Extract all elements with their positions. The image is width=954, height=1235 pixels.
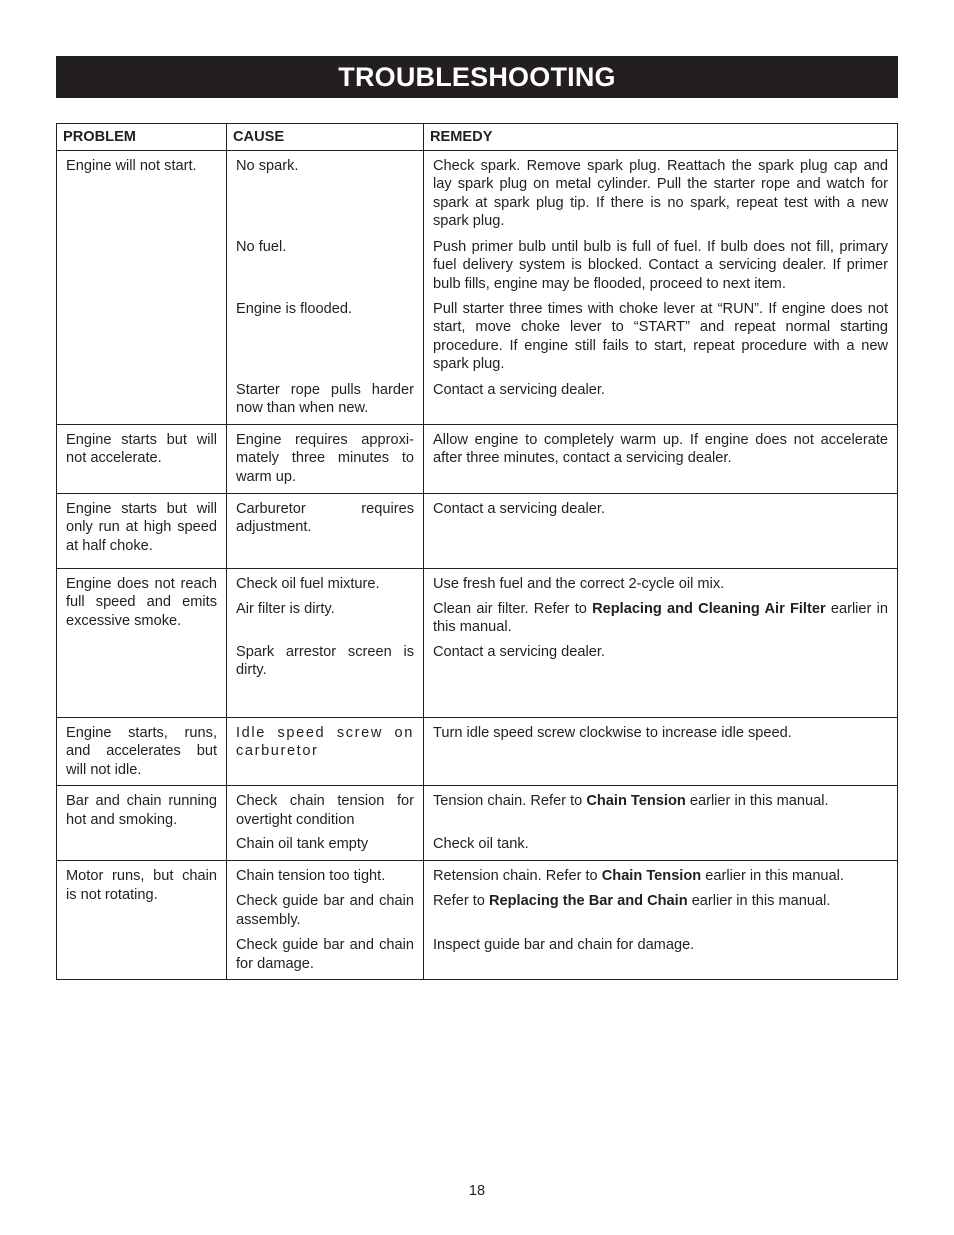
table-row [57,717,898,786]
cause-cell [227,568,424,717]
cause-cell [227,424,424,493]
problem-cell: Engine starts but will only run at high speed at half choke. [57,493,227,568]
problem-cell: Engine starts but will not accelerate. [57,424,227,493]
header-cause: CAUSE [227,124,424,151]
problem-cell: Engine will not start. [57,150,227,424]
remedy-text: earlier in this manual. [433,600,888,636]
remedy-text: earlier in this manual. [687,892,831,909]
cause-cell [227,860,424,979]
remedy-entry: Inspect guide bar and chain for damage. [433,936,695,953]
remedy-text: Tension chain. Refer to [433,793,587,810]
table-row [57,860,898,979]
cause-entry: Idle speed screw on carburetor [236,724,414,760]
remedy-entry: Contact a servicing dealer. [433,500,605,517]
remedy-cell [424,424,898,493]
remedy-entry: Contact a servicing dealer. [433,381,605,398]
page-number: 18 [468,1183,486,1199]
cause-entry: Carburetor requires adjustment. [236,500,414,536]
remedy-cell [424,717,898,786]
cause-entry: Check guide bar and chain assembly. [236,892,414,928]
cause-entry: Engine is flooded. [236,300,353,317]
table-row [57,493,898,568]
remedy-entry [433,892,888,936]
manual-section-reference: Chain Tension [586,793,686,810]
remedy-cell [424,568,898,717]
cause-entry: Chain oil tank empty [236,836,369,853]
cause-entry: No fuel. [236,238,287,255]
table-row [57,150,898,424]
problem-cell: Engine starts, runs, and accelerates but will not idle. [57,717,227,786]
cause-entry: Engine requires approxi-mately three minutes to warm up. [236,431,414,485]
remedy-entry: Check oil tank. [433,836,529,853]
cause-cell [227,717,424,786]
manual-section-reference: Chain Tension [601,867,702,884]
remedy-text: earlier in this manual. [701,867,844,884]
remedy-entry: Use fresh fuel and the correct 2-cycle oil mix. [433,575,725,592]
remedy-entry [433,600,888,643]
remedy-cell [424,493,898,568]
problem-cell: Motor runs, but chain is not rotating. [57,860,227,979]
table-header-row [57,124,898,151]
cause-entry: Starter rope pulls harder now than when new. [236,381,414,417]
problem-cell: Engine does not reach full speed and emits excessive smoke. [57,568,227,717]
remedy-entry [433,867,888,892]
cause-entry: Check oil fuel mixture. [236,575,380,592]
manual-section-reference: Replacing and Cleaning Air Filter [592,600,826,617]
cause-entry: No spark. [236,157,299,174]
problem-cell: Bar and chain running hot and smoking. [57,786,227,861]
cause-entry: Air filter is dirty. [236,600,335,617]
remedy-entry: Allow engine to completely warm up. If engine does not accelerate after three minutes, contact a servicing dealer. [433,431,888,467]
remedy-text: Retension chain. Refer to [433,867,602,884]
manual-section-reference: Replacing the Bar and Chain [488,892,688,909]
remedy-entry: Turn idle speed screw clockwise to increase idle speed. [433,724,792,741]
cause-entry: Spark arrestor screen is dirty. [236,643,414,679]
remedy-entry: Contact a servicing dealer. [433,643,605,660]
remedy-cell [424,860,898,979]
header-problem: PROBLEM [57,124,227,151]
header-remedy: REMEDY [424,124,898,151]
table-row [57,568,898,717]
remedy-entry: Push primer bulb until bulb is full of fuel. If bulb does not fill, primary fuel delivery system is blocked. Contact a servicing dealer. If primer bulb fills, engine may be flooded, proceed to next item. [433,238,888,292]
cause-entry: Chain tension too tight. [236,867,386,884]
remedy-entry: Pull starter three times with choke lever at “RUN”. If engine does not start, move choke lever to “START” and repeat normal starting procedure. If engine still fails to start, repeat procedure with a new spark plug. [433,300,888,373]
remedy-entry [433,792,888,835]
cause-cell [227,786,424,861]
cause-cell [227,150,424,424]
table-row [57,786,898,861]
remedy-text: Clean air filter. Refer to [433,600,593,617]
remedy-text: Refer to [433,892,489,909]
remedy-cell [424,150,898,424]
troubleshooting-table [56,123,898,980]
remedy-cell [424,786,898,861]
table-row [57,424,898,493]
cause-entry: Check guide bar and chain for damage. [236,936,414,972]
cause-entry: Check chain tension for overtight condition [236,793,414,828]
cause-cell [227,493,424,568]
page-title: TROUBLESHOOTING [56,56,898,98]
remedy-text: earlier in this manual. [685,793,829,810]
remedy-entry: Check spark. Remove spark plug. Reattach the spark plug cap and lay spark plug on metal cylinder. Pull the starter rope and watch for spark at spark plug tip. If there is no spark, repeat test with a new spark plug. [433,157,888,230]
